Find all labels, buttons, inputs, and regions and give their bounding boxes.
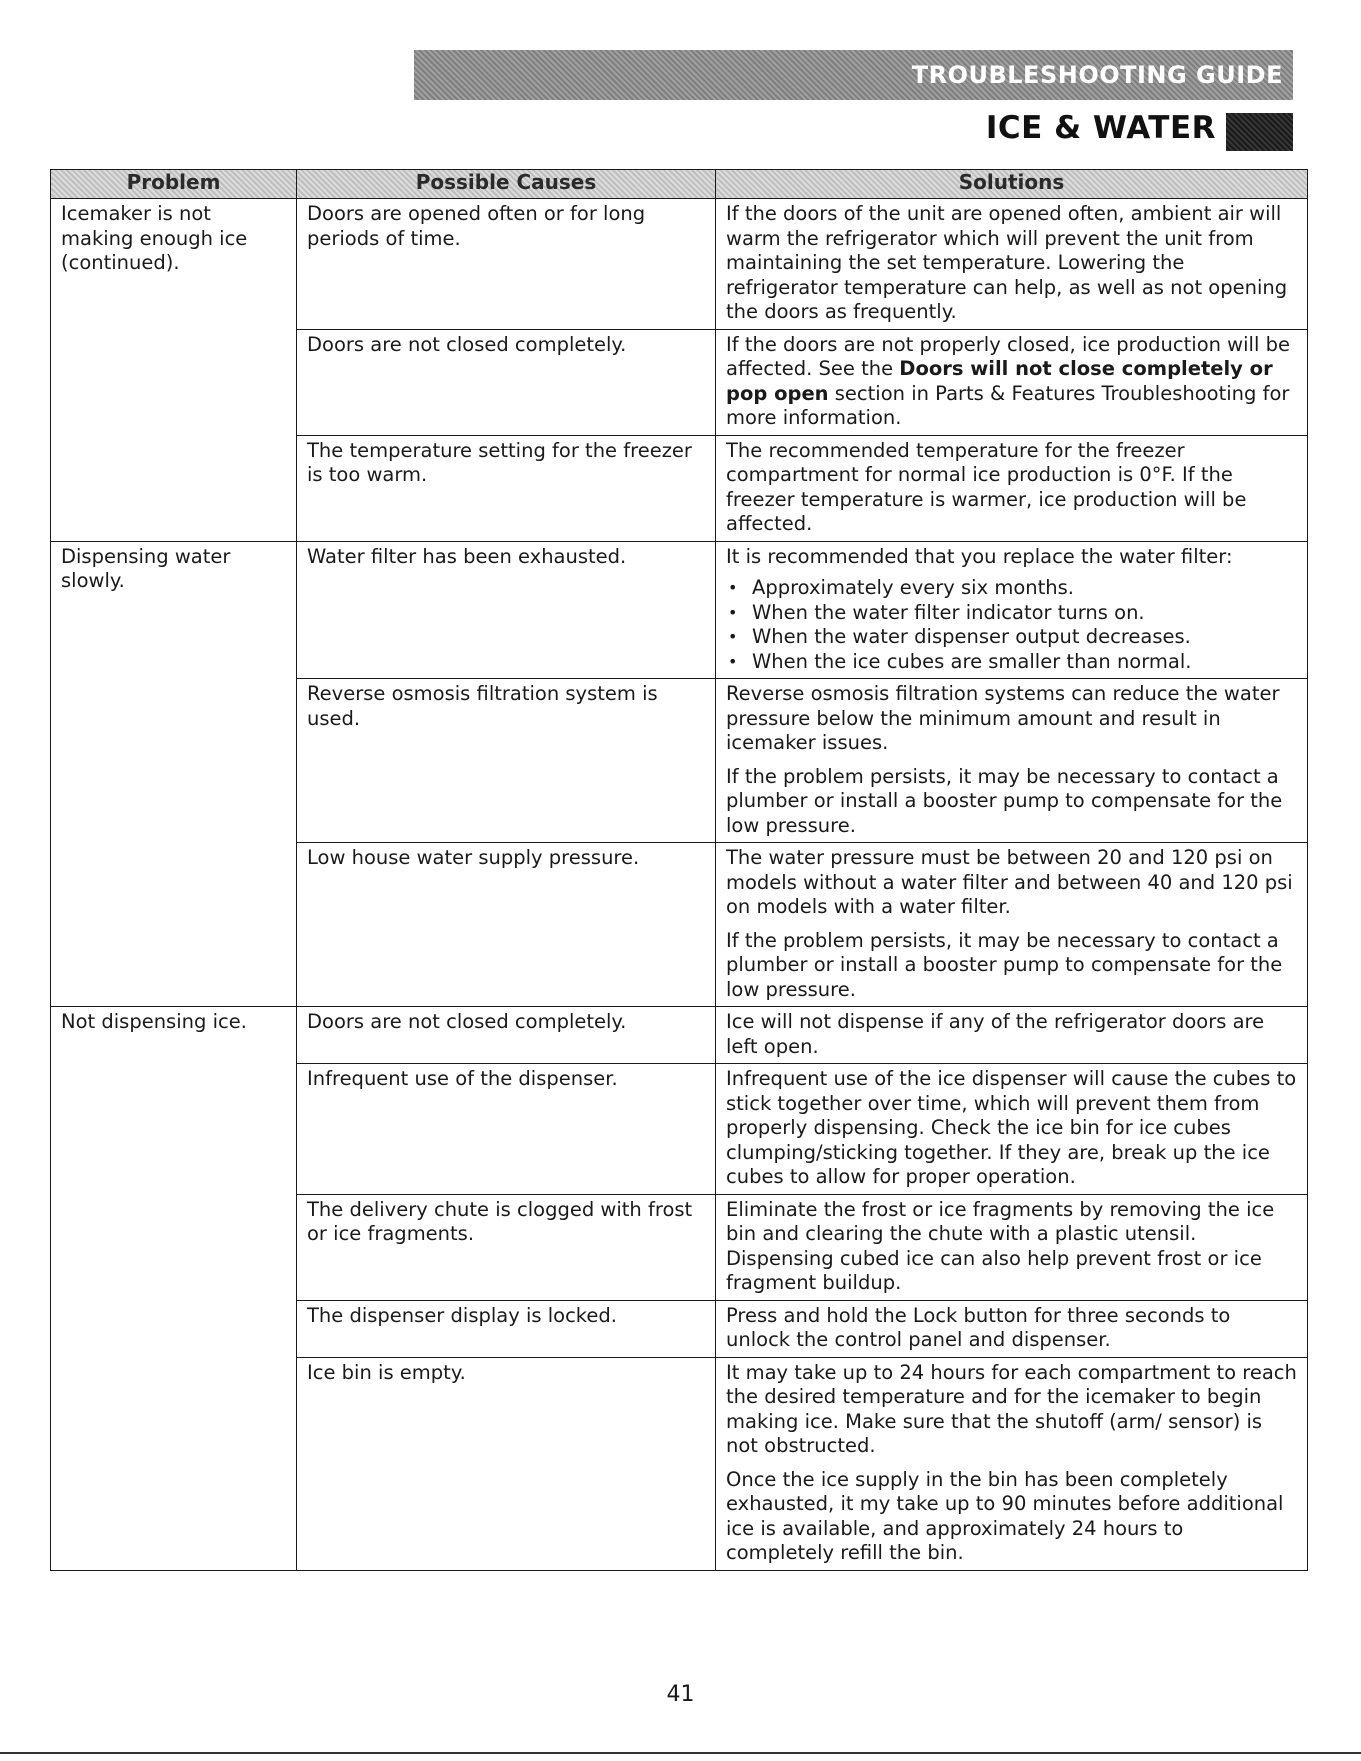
problem-cell: Dispensing water slowly. xyxy=(51,541,297,1007)
cause-cell: Infrequent use of the dispenser. xyxy=(297,1064,716,1195)
cause-cell: Doors are opened often or for long periods of time. xyxy=(297,199,716,330)
page-number: 41 xyxy=(666,1682,695,1707)
solution-cell xyxy=(716,199,1308,330)
solution-text: Reverse osmosis filtration systems can reduce the water pressure below the minimum amount and result in icemaker issues. xyxy=(726,682,1280,754)
problem-cell: Icemaker is not making enough ice (continued). xyxy=(51,199,297,542)
solution-cell xyxy=(716,1194,1308,1300)
banner-title: TROUBLESHOOTING GUIDE xyxy=(911,61,1283,89)
list-item: • Approximately every six months. xyxy=(726,576,1297,601)
solution-bullet-list xyxy=(726,576,1297,674)
solution-text: It is recommended that you replace the water filter: xyxy=(726,544,1233,568)
section-title-marker xyxy=(1226,113,1293,151)
section-title: ICE & WATER xyxy=(985,110,1216,146)
solution-text: It may take up to 24 hours for each compartment to reach the desired temperature and for the icemaker to begin making ice. Make sure that the shutoff (arm/ sensor) is not obstructed. xyxy=(726,1360,1297,1457)
solution-text: If the doors of the unit are opened often, ambient air will warm the refrigerator which will prevent the unit from maintaining the set temperature. Lowering the refrigerator temperature can help, as well as not opening the doors as frequently. xyxy=(726,202,1288,323)
solution-cell xyxy=(716,329,1308,435)
solution-cell xyxy=(716,435,1308,541)
solution-cell xyxy=(716,1357,1308,1570)
solution-text: The recommended temperature for the freezer compartment for normal ice production is 0°F. If the freezer temperature is warmer, ice production will be affected. xyxy=(726,438,1247,535)
solution-cell xyxy=(716,1300,1308,1357)
list-item: • When the ice cubes are smaller than normal. xyxy=(726,650,1297,675)
cause-cell: The dispenser display is locked. xyxy=(297,1300,716,1357)
solution-text: The water pressure must be between 20 and 120 psi on models without a water filter and between 40 and 120 psi on models with a water filter. xyxy=(726,846,1293,918)
solution-text: Press and hold the Lock button for three seconds to unlock the control panel and dispenser. xyxy=(726,1303,1231,1351)
solution-text: Once the ice supply in the bin has been completely exhausted, it my take up to 90 minutes before additional ice is available, and approximately 24 hours to completely refill the bin. xyxy=(726,1467,1284,1564)
cause-cell: Doors are not closed completely. xyxy=(297,1007,716,1064)
cause-cell: Low house water supply pressure. xyxy=(297,843,716,1007)
header-possible-causes: Possible Causes xyxy=(297,170,716,199)
solution-text: Eliminate the frost or ice fragments by removing the ice bin and clearing the chute with a plastic utensil. Dispensing cubed ice can also help prevent frost or ice fragment buildup. xyxy=(726,1197,1275,1294)
cause-cell: Water filter has been exhausted. xyxy=(297,541,716,679)
solution-cell xyxy=(716,541,1308,679)
table-header-row xyxy=(51,170,1308,199)
list-item: • When the water filter indicator turns on. xyxy=(726,601,1297,626)
solution-text xyxy=(726,333,1297,431)
solution-cell xyxy=(716,843,1308,1007)
problem-cell: Not dispensing ice. xyxy=(51,1007,297,1571)
footer-divider xyxy=(0,1752,1361,1754)
troubleshooting-table xyxy=(50,169,1308,1571)
solution-text-end: section in Parts & Features Troubleshooting for more information. xyxy=(726,381,1290,429)
cause-cell: Reverse osmosis filtration system is used. xyxy=(297,679,716,843)
list-item: • When the water dispenser output decreases. xyxy=(726,625,1297,650)
cause-cell: The temperature setting for the freezer is too warm. xyxy=(297,435,716,541)
table-row xyxy=(51,199,1308,330)
solution-text-start: If the doors are not properly closed, ice production will be affected. See the xyxy=(726,332,1290,380)
section-banner xyxy=(414,50,1293,100)
solution-section-reference: Doors will not close completely or pop open xyxy=(726,357,1273,405)
cause-cell: Doors are not closed completely. xyxy=(297,329,716,435)
cause-cell: Ice bin is empty. xyxy=(297,1357,716,1570)
solution-text: Infrequent use of the ice dispenser will cause the cubes to stick together over time, which will prevent them from properly dispensing. Check the ice bin for ice cubes clumping/sticking together. If they are, break up the ice cubes to allow for proper operation. xyxy=(726,1067,1297,1188)
solution-text: If the problem persists, it may be necessary to contact a plumber or install a booster pump to compensate for the low pressure. xyxy=(726,764,1283,837)
header-solutions: Solutions xyxy=(716,170,1308,199)
cause-cell: The delivery chute is clogged with frost or ice fragments. xyxy=(297,1194,716,1300)
solution-cell xyxy=(716,1064,1308,1195)
table-row xyxy=(51,541,1308,679)
solution-text: If the problem persists, it may be necessary to contact a plumber or install a booster pump to compensate for the low pressure. xyxy=(726,928,1283,1001)
table-row xyxy=(51,1007,1308,1064)
solution-text: Ice will not dispense if any of the refrigerator doors are left open. xyxy=(726,1010,1265,1058)
solution-cell xyxy=(716,1007,1308,1064)
solution-cell xyxy=(716,679,1308,843)
header-problem: Problem xyxy=(51,170,297,199)
